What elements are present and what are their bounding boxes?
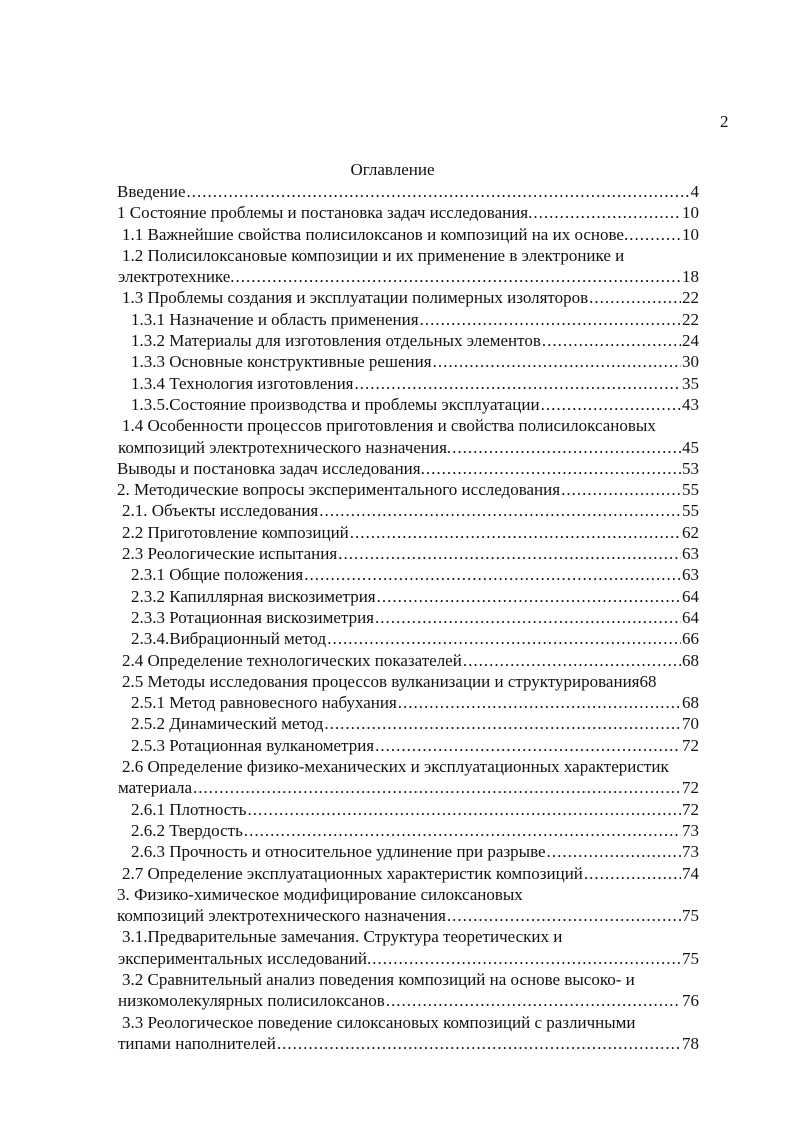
- toc-entry[interactable]: [117, 522, 699, 543]
- toc-entry-page: 68: [682, 693, 699, 713]
- dot-leader: [375, 607, 681, 628]
- toc-entry-page: 68: [639, 671, 657, 691]
- toc-entry[interactable]: [117, 671, 699, 692]
- toc-entry[interactable]: [117, 287, 699, 308]
- toc-entry-last-line: [117, 437, 699, 458]
- toc-entry-title: 1.3.2 Материалы для изготовления отдельных элементов: [131, 331, 541, 351]
- toc-entry-title: 2.6.2 Твердость: [131, 820, 243, 840]
- toc-entry-page: 45: [682, 437, 699, 457]
- toc-entry-line: 1.2 Полисилоксановые композиции и их применение в электронике и: [122, 245, 625, 265]
- dot-leader: [420, 309, 681, 330]
- toc-entry-page: 75: [682, 948, 699, 968]
- toc-entry-line: 3.3 Реологическое поведение силоксановых композиций с различными: [122, 1012, 636, 1032]
- toc-entry-title: 2.3.2 Капиллярная вискозиметрия: [131, 586, 376, 606]
- dot-leader: [398, 692, 681, 713]
- toc-entry-line: 3.1.Предварительные замечания. Структура теоретических и: [122, 927, 563, 947]
- dot-leader: [193, 777, 681, 798]
- toc-entry[interactable]: [117, 500, 699, 521]
- dot-leader: [304, 564, 681, 585]
- toc-entry[interactable]: [117, 735, 699, 756]
- toc-entry-page: 72: [682, 778, 699, 798]
- toc-entry-page: 10: [682, 203, 699, 223]
- toc-entry-title: 2.5.1 Метод равновесного набухания: [131, 693, 397, 713]
- toc-entry-title: 2.3.4.Вибрационный метод: [131, 629, 327, 649]
- toc-entry-page: 78: [682, 1033, 699, 1053]
- toc-entry-page: 74: [682, 863, 699, 883]
- toc-entry[interactable]: [117, 330, 699, 351]
- toc-entry[interactable]: [117, 373, 699, 394]
- toc-entry-last-line: [117, 479, 699, 500]
- toc-entry-title: 1.3 Проблемы создания и эксплуатации полимерных изоляторов: [122, 288, 589, 308]
- toc-entry-last-line: [117, 287, 699, 308]
- table-of-contents: [117, 181, 699, 1054]
- toc-entry-page: 55: [682, 501, 699, 521]
- toc-entry-last-line: [117, 564, 699, 585]
- dot-leader: [629, 224, 681, 245]
- toc-entry-last-line: [117, 735, 699, 756]
- toc-entry-page: 63: [682, 544, 699, 564]
- toc-entry-last-line: [117, 458, 699, 479]
- toc-entry-title: 2.5.3 Ротационная вулканометрия: [131, 735, 375, 755]
- toc-entry-page: 43: [682, 394, 699, 414]
- toc-entry-title: 1.3.5.Состояние производства и проблемы эксплуатации: [131, 394, 540, 414]
- toc-entry-last-line: [117, 671, 699, 692]
- toc-entry-last-line: [117, 500, 699, 521]
- toc-entry-title: 2.5.2 Динамический метод: [131, 714, 324, 734]
- toc-entry-last-line: [117, 692, 699, 713]
- dot-leader: [589, 287, 681, 308]
- toc-entry-title: композиций электротехнического назначения.: [118, 437, 452, 457]
- toc-entry-last-line: [117, 863, 699, 884]
- toc-entry-title: экспериментальных исследований.: [118, 948, 372, 968]
- toc-entry-title: 2.2 Приготовление композиций: [122, 522, 349, 542]
- toc-entry-title: электротехнике.: [118, 267, 235, 287]
- toc-entry-last-line: [117, 586, 699, 607]
- toc-entry[interactable]: [117, 351, 699, 372]
- toc-entry[interactable]: [117, 863, 699, 884]
- toc-entry-line: 3.2 Сравнительный анализ поведения композиций на основе высоко- и: [122, 969, 635, 989]
- toc-entry-last-line: [117, 799, 699, 820]
- toc-entry-page: 53: [682, 458, 699, 478]
- toc-entry-last-line: [117, 543, 699, 564]
- toc-entry-title: 1 Состояние проблемы и постановка задач исследования.: [117, 203, 533, 223]
- toc-entry-line: 3. Физико-химическое модифицирование силоксановых: [117, 884, 523, 904]
- dot-leader: [386, 990, 681, 1011]
- dot-leader: [377, 586, 681, 607]
- toc-entry[interactable]: [117, 713, 699, 734]
- toc-entry-page: 72: [682, 799, 699, 819]
- toc-entry-last-line: [117, 607, 699, 628]
- toc-entry[interactable]: [117, 586, 699, 607]
- toc-entry[interactable]: [117, 479, 699, 500]
- toc-entry-title: 2.3 Реологические испытания: [122, 544, 338, 564]
- dot-leader: [433, 351, 681, 372]
- toc-entry-last-line: [117, 841, 699, 862]
- toc-entry-title: 2.3.3 Ротационная вискозиметрия: [131, 607, 374, 627]
- toc-entry-title: 1.3.1 Назначение и область применения: [131, 309, 419, 329]
- toc-entry-page: 22: [682, 288, 699, 308]
- dot-leader: [355, 373, 682, 394]
- dot-leader: [463, 650, 681, 671]
- toc-entry-last-line: [117, 202, 699, 223]
- toc-entry-title: 1.3.4 Технология изготовления: [131, 373, 354, 393]
- toc-entry-page: 75: [682, 906, 699, 926]
- toc-entry-last-line: [117, 713, 699, 734]
- toc-entry-title: 2.6.3 Прочность и относительное удлинение при разрыве: [131, 842, 546, 862]
- toc-entry-page: 76: [682, 991, 699, 1011]
- toc-entry-page: 72: [682, 735, 699, 755]
- toc-entry-page: 66: [682, 629, 699, 649]
- dot-leader: [247, 799, 681, 820]
- dot-leader: [426, 458, 681, 479]
- toc-entry-last-line: [117, 224, 699, 245]
- toc-entry-title: 2.6.1 Плотность: [131, 799, 247, 819]
- toc-entry[interactable]: [117, 394, 699, 415]
- toc-entry-page: 18: [682, 267, 699, 287]
- toc-entry-title: 1.1 Важнейшие свойства полисилоксанов и композиций на их основе.: [122, 224, 629, 244]
- toc-entry-last-line: [117, 905, 699, 926]
- toc-entry[interactable]: [117, 309, 699, 330]
- toc-entry[interactable]: [117, 884, 699, 927]
- toc-entry-page: 4: [690, 182, 699, 201]
- dot-leader: [338, 543, 681, 564]
- toc-entry-title: материала: [118, 778, 193, 798]
- toc-entry-last-line: [117, 351, 699, 372]
- dot-leader: [324, 713, 681, 734]
- toc-entry-page: 63: [682, 565, 699, 585]
- toc-entry-last-line: [117, 522, 699, 543]
- toc-entry-page: 64: [682, 586, 699, 606]
- page-number: 2: [720, 112, 729, 131]
- toc-entry[interactable]: [117, 820, 699, 841]
- dot-leader: [327, 628, 681, 649]
- toc-entry-title: Выводы и постановка задач исследования.: [117, 458, 425, 478]
- toc-entry-last-line: [117, 181, 699, 202]
- dot-leader: [533, 202, 681, 223]
- toc-entry-last-line: [117, 990, 699, 1011]
- toc-entry-line: 1.4 Особенности процессов приготовления и свойства полисилоксановых: [122, 416, 656, 436]
- dot-leader: [584, 863, 681, 884]
- toc-entry-page: 10: [682, 224, 699, 244]
- toc-title: [0, 160, 793, 180]
- toc-entry[interactable]: [117, 628, 699, 649]
- toc-entry-page: 30: [682, 352, 699, 372]
- toc-entry[interactable]: [117, 926, 699, 969]
- toc-entry[interactable]: [117, 543, 699, 564]
- toc-entry-page: 35: [682, 373, 699, 393]
- dot-leader: [236, 266, 681, 287]
- toc-entry-title: 2.3.1 Общие положения: [131, 565, 304, 585]
- toc-entry[interactable]: [117, 224, 699, 245]
- toc-entry-page: 55: [682, 480, 699, 500]
- dot-leader: [561, 479, 681, 500]
- toc-entry-last-line: [117, 330, 699, 351]
- toc-entry-title: 2.1. Объекты исследования: [122, 501, 319, 521]
- toc-entry-last-line: [117, 394, 699, 415]
- toc-entry[interactable]: [117, 607, 699, 628]
- toc-entry[interactable]: [117, 245, 699, 288]
- toc-entry-title: типами наполнителей: [118, 1033, 276, 1053]
- toc-entry-page: 70: [682, 714, 699, 734]
- toc-entry-last-line: [117, 650, 699, 671]
- toc-entry-title: 1.3.3 Основные конструктивные решения: [131, 352, 432, 372]
- toc-entry-last-line: [117, 309, 699, 330]
- toc-entry-page: 24: [682, 331, 699, 351]
- toc-entry-title: 2.7 Определение эксплуатационных характеристик композиций: [122, 863, 583, 883]
- toc-entry-title: 2. Методические вопросы экспериментального исследования: [117, 480, 561, 500]
- dot-leader: [375, 735, 681, 756]
- dot-leader: [452, 437, 681, 458]
- toc-entry-last-line: [117, 948, 699, 969]
- toc-entry-page: 73: [682, 842, 699, 862]
- toc-entry[interactable]: [117, 692, 699, 713]
- toc-entry[interactable]: [117, 1012, 699, 1055]
- toc-entry[interactable]: [117, 799, 699, 820]
- dot-leader: [244, 820, 681, 841]
- toc-entry-last-line: [117, 373, 699, 394]
- toc-entry-title: низкомолекулярных полисилоксанов: [118, 991, 385, 1011]
- dot-leader: [542, 330, 681, 351]
- dot-leader: [447, 905, 681, 926]
- toc-entry-title: Введение: [117, 182, 186, 201]
- toc-entry[interactable]: [117, 458, 699, 479]
- dot-leader: [547, 841, 681, 862]
- toc-entry[interactable]: [117, 969, 699, 1012]
- toc-entry[interactable]: [117, 650, 699, 671]
- toc-entry[interactable]: [117, 756, 699, 799]
- toc-entry-last-line: [117, 820, 699, 841]
- toc-entry-page: 73: [682, 820, 699, 840]
- toc-entry[interactable]: [117, 415, 699, 458]
- toc-entry-title: 2.5 Методы исследования процессов вулканизации и структурирования: [122, 671, 640, 691]
- toc-entry[interactable]: [117, 564, 699, 585]
- dot-leader: [350, 522, 681, 543]
- toc-entry-page: 22: [682, 309, 699, 329]
- toc-entry[interactable]: [117, 841, 699, 862]
- dot-leader: [541, 394, 681, 415]
- toc-entry-page: 62: [682, 522, 699, 542]
- toc-entry[interactable]: [117, 202, 699, 223]
- dot-leader: [187, 181, 690, 202]
- toc-entry-page: 64: [682, 607, 699, 627]
- toc-entry-line: 2.6 Определение физико-механических и эксплуатационных характеристик: [122, 757, 669, 777]
- dot-leader: [319, 500, 681, 521]
- toc-entry-last-line: [117, 1033, 699, 1054]
- toc-entry-last-line: [117, 777, 699, 798]
- toc-entry-last-line: [117, 628, 699, 649]
- toc-entry-last-line: [117, 266, 699, 287]
- toc-entry[interactable]: [117, 181, 699, 202]
- toc-entry-title: 2.4 Определение технологических показателей: [122, 650, 462, 670]
- toc-title-text: Оглавление: [350, 160, 435, 179]
- toc-entry-page: 68: [682, 650, 699, 670]
- dot-leader: [277, 1033, 681, 1054]
- dot-leader: [372, 948, 681, 969]
- toc-entry-title: композиций электротехнического назначения: [117, 906, 446, 926]
